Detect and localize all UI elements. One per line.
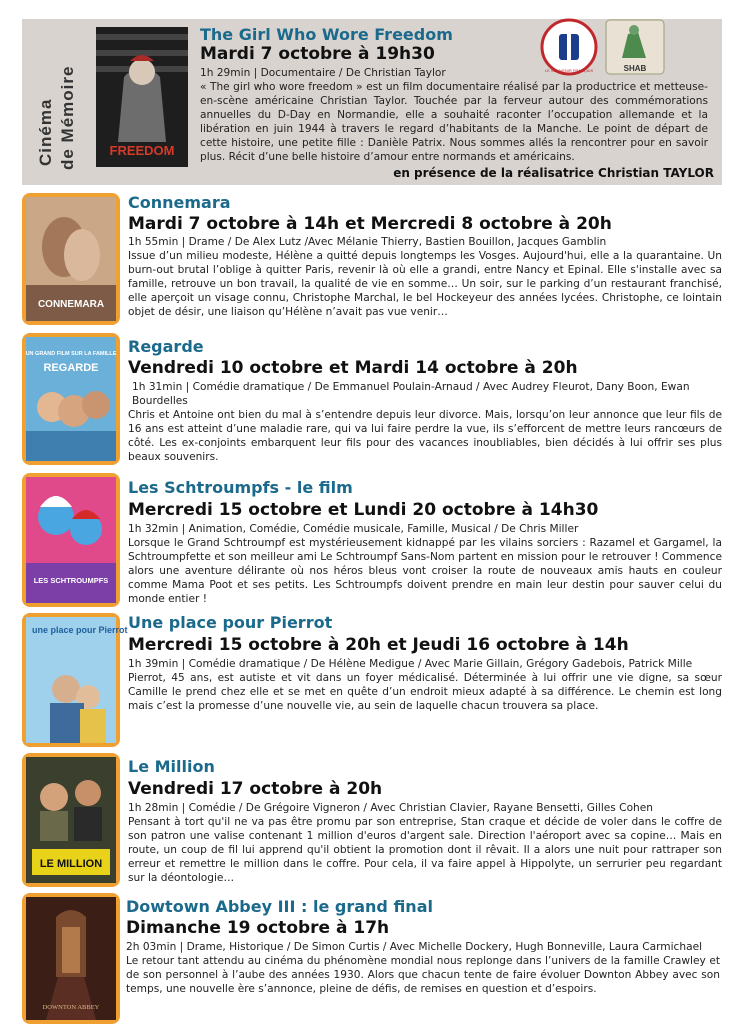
poster-girl-who-wore-freedom <box>96 27 188 167</box>
film-desc: Issue d’un milieu modeste, Hélène a quitté depuis longtemps les Vosges. Aujourd'hui, elle a la quarantaine. Un burn-out brutal l’oblige à quitter Paris, revenir là où elle a grandi, entre Nancy et Epinal. Elle s'installe avec sa famille, retrouve un bon travail, la qualité de vie en somme… Un soir, sur le parking d’un restaurant franchisé, elle aperçoit un visage connu, Christophe Marchal, le bel Hockeyeur des années lycées. Christophe, ce lointain objet de désir, une liaison qu’Hélène n’avait pas vue venir… <box>128 250 722 318</box>
film-title: Dowtown Abbey III : le grand final <box>126 897 433 916</box>
film-desc: Pensant à tort qu'il ne va pas être promu par son entreprise, Stan craque et décide de voler dans le coffre de son patron une valise contenant 1 million d'euros d'argent sale. Direction l'aéroport avec sa copine… Mais en route, un coup de fil lui apprend qu'il obtient la promotion dont il rêvait. Il a alors une nuit pour rattraper son erreur et remettre le million dans le coffre. Pour cela, il va faire appel à Hippolyte, un serrurier peu regardant sur la déontologie… <box>128 816 722 884</box>
film-meta: 1h 39min | Comédie dramatique / De Hélène Medigue / Avec Marie Gillain, Grégory Gadebois, Patrick Mille <box>128 658 693 670</box>
film-le-million <box>22 753 722 887</box>
featured-desc: « The girl who wore freedom » est un film documentaire réalisé par la productrice et metteuse-en-scène américaine Christian Taylor. Touchée par la ferveur autour des commémorations annuelles du D-Day en Normandie, elle a souhaité raconter l’occupation allemande et la libération en juin 1944 à travers le regard d’habitants de la Manche. Le point de départ de cette histoire, une petite fille : Danièle Patrix. Nous sommes allés la rencontrer pour en savoir plus. Récit d’une belle histoire d’amour entre normands et américains. <box>200 81 708 163</box>
film-downton-abbey <box>22 893 722 1025</box>
poster-connemara-title: CONNEMARA <box>37 299 105 310</box>
film-date: Mercredi 15 octobre et Lundi 20 octobre à 14h30 <box>128 500 599 520</box>
film-une-place-pour-pierrot <box>22 613 722 747</box>
side-label-line2: de Mémoire <box>58 65 77 170</box>
poster-connemara <box>22 193 120 325</box>
featured-presence: en présence de la réalisatrice Christian TAYLOR <box>393 166 714 180</box>
poster-freedom-title: FREEDOM <box>109 143 175 158</box>
film-title: Le Million <box>128 757 215 776</box>
film-desc: Lorsque le Grand Schtroumpf est mystérieusement kidnappé par les vilains sorciers : Razamel et Gargamel, la Schtroumpfette et son meilleur ami Le Schtroumpf Sans-Nom partent en mission pour le retrouver ! Commence alors une aventure délirante où nos héros bleus vont croiser la route de nouveaux amis hauts en couleur comme Mama Poot et ses petits. Les Schtroumpfs doivent prendre en main leur destin pour sauver celui du monde entier ! <box>128 537 722 605</box>
featured-title: The Girl Who Wore Freedom <box>200 25 453 44</box>
poster-pierrot-title: une place pour Pierrot <box>32 625 128 635</box>
film-date: Dimanche 19 octobre à 17h <box>126 918 390 938</box>
film-desc: Chris et Antoine ont bien du mal à s’entendre depuis leur divorce. Mais, lorsqu’on leur annonce que leur fils de 16 ans est atteint d’une maladie rare, qui va lui faire perdre la vue, ils s’efforcent de mettre leurs rancœurs de côté. Les ex-conjoints embarquent leur fils pour des vacances inoubliables, bien décidés à lui offrir ses plus beaux souvenirs. <box>128 409 722 463</box>
film-title: Regarde <box>128 337 204 356</box>
shab-logo <box>604 18 666 76</box>
film-meta: 1h 55min | Drame / De Alex Lutz /Avec Mélanie Thierry, Bastien Bouillon, Jacques Gamblin <box>128 236 607 248</box>
poster-regarde <box>22 333 120 465</box>
film-desc: Pierrot, 45 ans, est autiste et vit dans un foyer médicalisé. Déterminée à lui offrir une vie digne, sa sœur Camille le prend chez elle et se met en quête d’un endroit mieux adapté à sa différence. Le chemin est long mais c’est la promesse d’une nouvelle vie, au sein de laquelle chacun trouvera sa place. <box>128 672 722 712</box>
logo2-text: SHAB <box>623 64 647 73</box>
poster-million-title: LE MILLION <box>39 858 103 870</box>
featured-date: Mardi 7 octobre à 19h30 <box>200 44 435 64</box>
film-date: Vendredi 17 octobre à 20h <box>128 779 383 799</box>
film-desc: Le retour tant attendu au cinéma du phénomène mondial nous replonge dans l’univers de la famille Crawley et de son personnel à l’aube des années 1930. Alors que chacun tente de faire évoluer Downton Abbey avec son temps, une nouvelle ère s’annonce, pleine de défis, de remises en question et d’espoirs. <box>126 955 720 995</box>
film-title: Connemara <box>128 193 231 212</box>
poster-les-schtroumpfs <box>22 473 120 607</box>
film-regarde <box>22 333 722 465</box>
film-date: Mercredi 15 octobre à 20h et Jeudi 16 octobre à 14h <box>128 635 629 655</box>
film-meta: 1h 28min | Comédie / De Grégoire Vigneron / Avec Christian Clavier, Rayane Bensetti, Gilles Cohen <box>128 802 653 814</box>
poster-regarde-tagline: UN GRAND FILM SUR LA FAMILLE <box>25 351 117 357</box>
poster-downton-title: DOWNTON ABBEY <box>42 1004 100 1011</box>
poster-le-million <box>22 753 120 887</box>
side-label-line1: Cinéma <box>36 98 55 166</box>
poster-downton-abbey <box>22 893 120 1024</box>
film-date: Vendredi 10 octobre et Mardi 14 octobre à 20h <box>128 358 578 378</box>
film-connemara <box>22 193 722 325</box>
featured-meta: 1h 29min | Documentaire / De Christian Taylor <box>200 67 446 79</box>
film-date: Mardi 7 octobre à 14h et Mercredi 8 octobre à 20h <box>128 214 612 234</box>
poster-regarde-title: REGARDE <box>43 362 99 374</box>
film-les-schtroumpfs <box>22 473 722 607</box>
film-meta: 1h 32min | Animation, Comédie, Comédie musicale, Famille, Musical / De Chris Miller <box>128 523 579 535</box>
film-title: Une place pour Pierrot <box>128 613 333 632</box>
poster-schtroumpfs-title: LES SCHTROUMPFS <box>33 576 109 585</box>
cinema-de-memoire-label <box>31 32 79 172</box>
logo1-text: LE SOUVENIR FRANÇAIS <box>544 68 594 73</box>
film-meta: 1h 31min | Comédie dramatique / De Emmanuel Poulain-Arnaud / Avec Audrey Fleurot, Dany Boon, Ewan Bourdelles <box>132 381 690 407</box>
souvenir-francais-logo <box>540 18 598 76</box>
film-meta: 2h 03min | Drame, Historique / De Simon Curtis / Avec Michelle Dockery, Hugh Bonneville, Laura Carmichael <box>126 941 703 953</box>
poster-une-place-pour-pierrot <box>22 613 128 747</box>
film-title: Les Schtroumpfs - le film <box>128 478 353 497</box>
